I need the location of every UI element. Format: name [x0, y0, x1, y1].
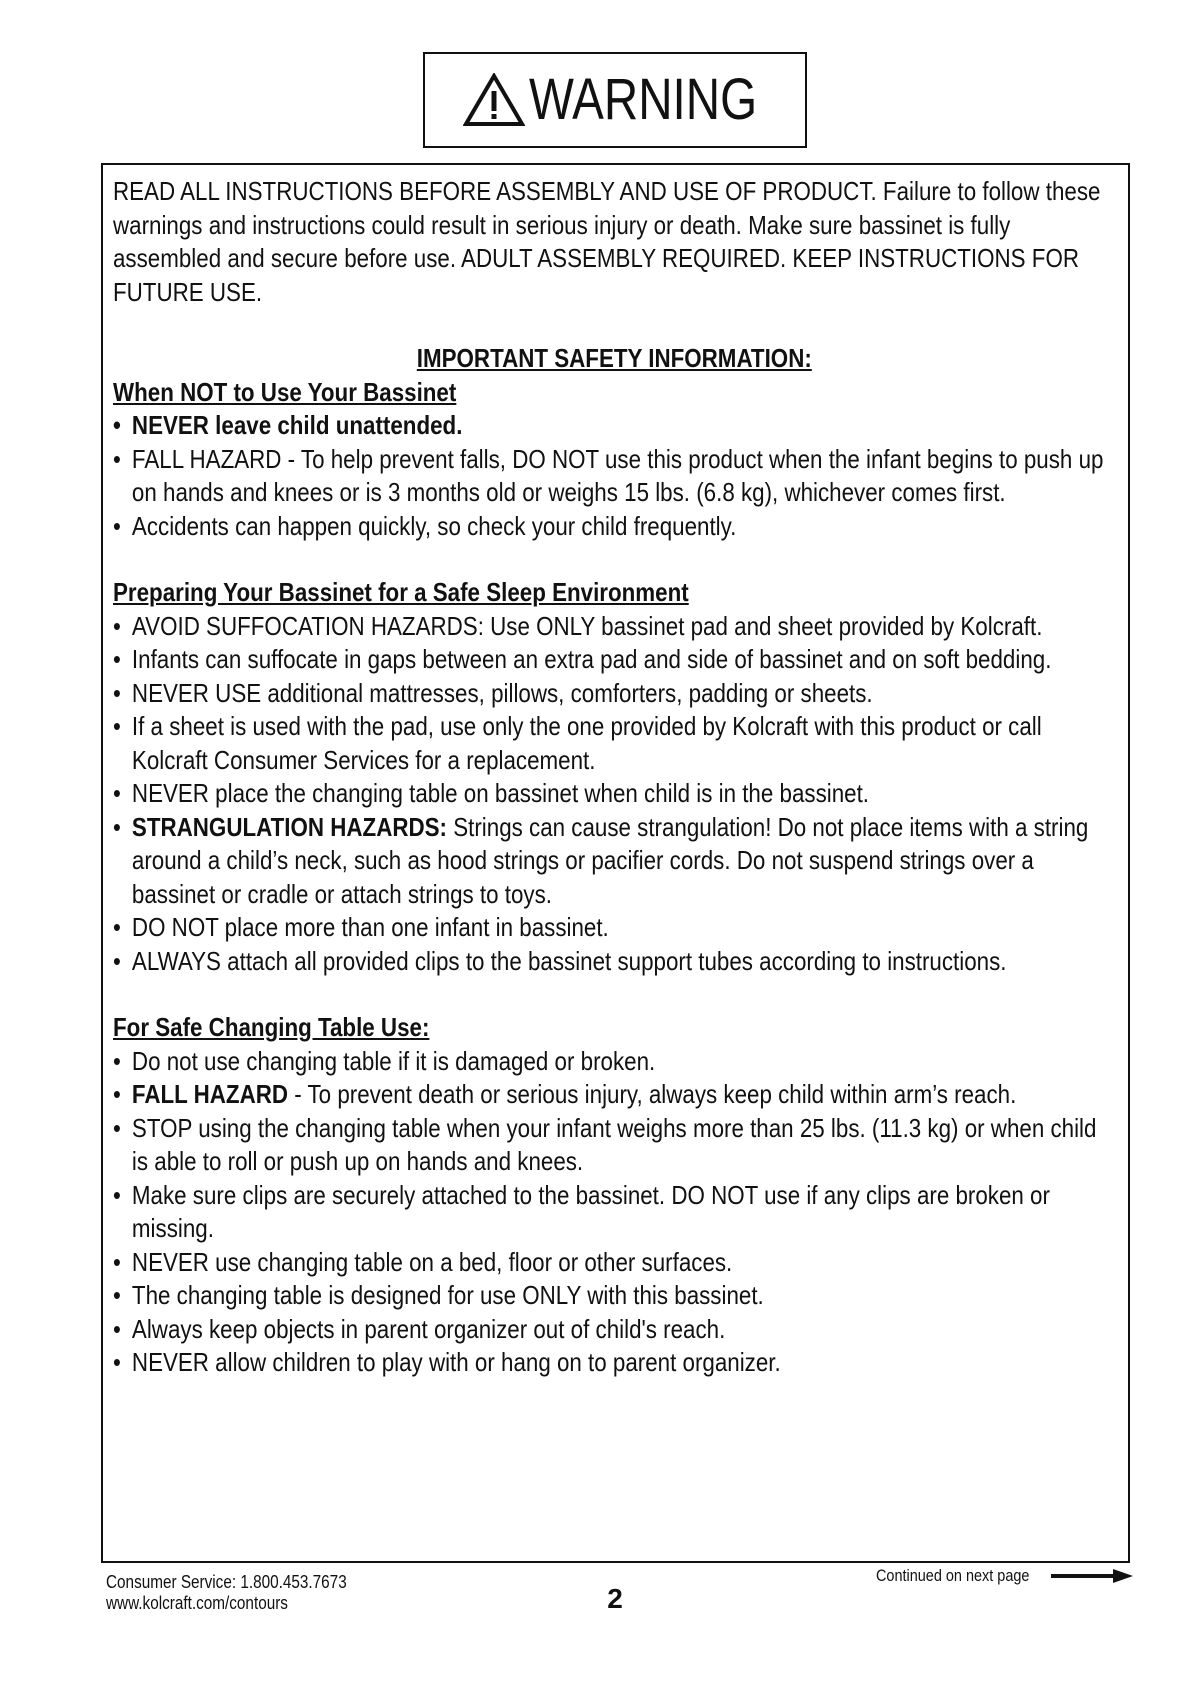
list-item: • Make sure clips are securely attached to the bassinet. DO NOT use if any clips are broken or missing. [113, 1179, 1116, 1246]
list-item: • The changing table is designed for use ONLY with this bassinet. [113, 1279, 1116, 1313]
warning-triangle-icon [463, 73, 525, 127]
list-item: • Infants can suffocate in gaps between an extra pad and side of bassinet and on soft bedding. [113, 643, 1116, 677]
list-item: • AVOID SUFFOCATION HAZARDS: Use ONLY bassinet pad and sheet provided by Kolcraft. [113, 610, 1116, 644]
section-heading-changing-table: For Safe Changing Table Use: [113, 1012, 430, 1042]
strangulation-text: Strings can cause strangulation! Do not place items with a string around a child’s neck, such as hood strings or pacifier cords. Do not suspend strings over a bassinet or cradle or attach strings to toys. [131, 811, 1089, 909]
instructions-content [113, 175, 1118, 1380]
continued-text: Continued on next page [876, 1566, 1030, 1585]
section-list-when-not [113, 409, 1116, 543]
footer-contact [106, 1572, 389, 1614]
list-item: • NEVER USE additional mattresses, pillows, comforters, padding or sheets. [113, 677, 1116, 711]
consumer-service-phone: Consumer Service: 1.800.453.7673 [106, 1572, 347, 1592]
list-item: • STOP using the changing table when your infant weighs more than 25 lbs. (11.3 kg) or when child is able to roll or push up on hands and knees. [113, 1112, 1116, 1179]
section-heading-when-not: When NOT to Use Your Bassinet [113, 376, 457, 407]
important-heading: IMPORTANT SAFETY INFORMATION: [416, 343, 812, 373]
list-item: • Do not use changing table if it is damaged or broken. [113, 1045, 1116, 1079]
list-item: • NEVER place the changing table on bassinet when child is in the bassinet. [113, 777, 1116, 811]
list-item: • Always keep objects in parent organizer out of child's reach. [113, 1313, 1116, 1347]
strangulation-label: STRANGULATION HAZARDS: [131, 811, 448, 842]
warning-title: WARNING [528, 67, 758, 132]
warning-header [423, 52, 807, 148]
fall-hazard-label: FALL HAZARD [131, 1079, 289, 1109]
intro-paragraph: READ ALL INSTRUCTIONS BEFORE ASSEMBLY AND USE OF PRODUCT. Failure to follow these warnings and instructions could result in serious injury or death. Make sure bassinet is fully assembled and secure before use. ADULT ASSEMBLY REQUIRED. KEEP INSTRUCTIONS FOR FUTURE USE. [113, 176, 1101, 307]
list-item: • NEVER use changing table on a bed, floor or other surfaces. [113, 1246, 1116, 1280]
list-item-fall-hazard [113, 1078, 1116, 1112]
content-condensed [113, 175, 1116, 1380]
list-item: • DO NOT place more than one infant in bassinet. [113, 911, 1116, 945]
list-item: • ALWAYS attach all provided clips to the bassinet support tubes according to instructions. [113, 945, 1116, 979]
list-item: • FALL HAZARD - To help prevent falls, DO NOT use this product when the infant begins to push up on hands and knees or is 3 months old or weighs 15 lbs. (6.8 kg), whichever comes first. [113, 443, 1116, 510]
continued-note [876, 1566, 1133, 1586]
page-number: 2 [607, 1583, 623, 1614]
arrow-right-icon [1051, 1569, 1133, 1583]
list-item: • Accidents can happen quickly, so check your child frequently. [113, 510, 1116, 544]
list-item: • NEVER leave child unattended. [113, 409, 1116, 443]
fall-hazard-text: - To prevent death or serious injury, always keep child within arm’s reach. [288, 1079, 1017, 1109]
list-item-strangulation [113, 811, 1116, 912]
section-list-changing-table [113, 1045, 1116, 1380]
section-heading-preparing: Preparing Your Bassinet for a Safe Sleep Environment [113, 577, 689, 607]
instructions-box [101, 163, 1130, 1563]
website-link[interactable]: www.kolcraft.com/contours [106, 1593, 288, 1613]
list-item: • NEVER allow children to play with or hang on to parent organizer. [113, 1346, 1116, 1380]
list-item: • If a sheet is used with the pad, use only the one provided by Kolcraft with this product or call Kolcraft Consumer Services for a replacement. [113, 710, 1116, 777]
section-list-preparing [113, 610, 1116, 979]
